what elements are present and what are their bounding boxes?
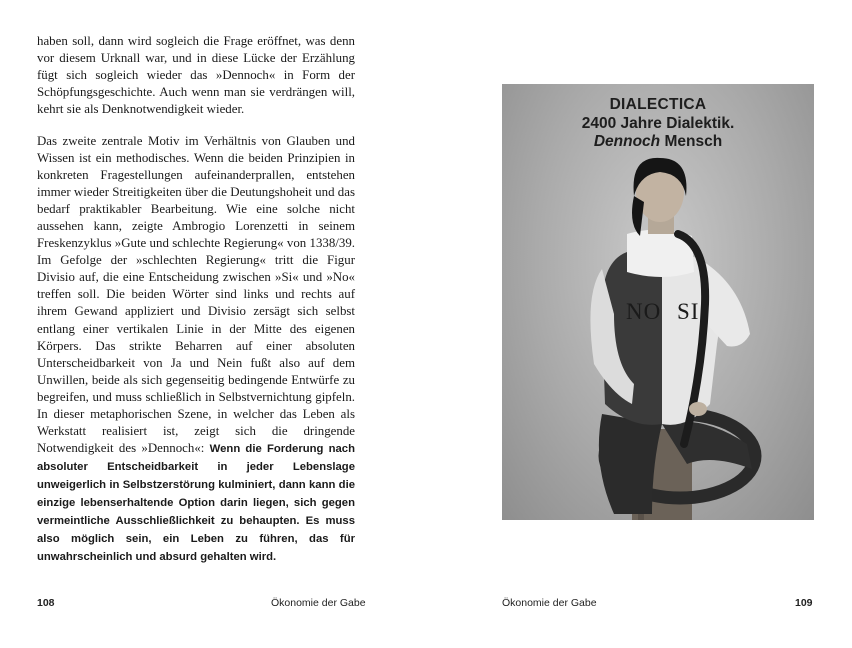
- caption-mensch: Mensch: [660, 133, 723, 150]
- running-title-right: Ökonomie der Gabe: [502, 597, 597, 609]
- paragraph-2-text: [37, 133, 355, 566]
- body-paragraph-2: [37, 133, 355, 566]
- paragraph-2-bold: Wenn die Forderung nach absoluter Entscheidbarkeit in jeder Lebenslage unweigerlich in Selbstzerstörung kulminiert, dann kann die einzige lebenserhaltende Option darin liegen, sich gegen vermeintliche Ausschließlichkeit zu behaupten. Es muss also möglich sein, ein Leben zu führen, das für unwahrscheinlich und absurd gehalten wird.: [37, 442, 355, 564]
- running-title-left: Ökonomie der Gabe: [271, 597, 366, 609]
- garment-word-no: NO: [626, 299, 662, 324]
- dialectica-photo: [502, 84, 814, 520]
- hair-side: [632, 196, 644, 236]
- garment-word-si: SI: [677, 299, 700, 324]
- page-number-right: 109: [795, 597, 813, 609]
- body-paragraph-1: [37, 33, 355, 118]
- page-number-left: 108: [37, 597, 55, 609]
- caption-title: DIALECTICA: [609, 96, 707, 113]
- paragraph-2-regular: Das zweite zentrale Motiv im Verhältnis von Glauben und Wissen ist ein methodisches. Wenn die beiden Prinzipien in konkreten Fragestellungen aufeinanderprallen, entstehen immer wieder Streitigkeiten über die Deutungshoheit und das bedarf praktikabler Bearbeitung. Wie eine solche nicht aussehen kann, zeigte Ambrogio Lorenzetti in seinem Freskenzyklus »Gute und schlechte Regierung« von 1338/39. Im Gefolge der »schlechten Regierung« tritt die Figur Divisio auf, die eine Entscheidung zwischen »Si« und »No« treffen soll. Die beiden Wörter sind links und rechts auf ihrem Gewand appliziert und Divisio zersägt sich selbst entlang einer vertikalen Linie in der Mitte des eigenen Körpers. Das strikte Beharren auf einer absoluten Unterscheidbarkeit von Ja und Nein fußt also auf dem Unwillen, beide als sich gegenseitig bedingende Entwürfe zu begreifen, und muss schließlich in Selbstvernichtung gipfeln. In dieser metaphorischen Szene, in welcher das Leben als Werkstatt realisiert ist, zeigt sich die dringende Notwendigkeit des »Dennoch«:: [37, 134, 355, 455]
- caption-dennoch: Dennoch: [593, 133, 661, 150]
- paragraph-1-text: haben soll, dann wird sogleich die Frage eröffnet, was denn vor diesem Urknall war, und in diese Lücke der Erzählung fügt sich sogleich wieder das »Dennoch« in Form der Schöpfungsgeschichte. Auch wenn man sie verdrängen will, kehrt sie als Denknotwendigkeit wieder.: [37, 34, 355, 117]
- caption-tagline: [502, 133, 814, 151]
- caption-subtitle: 2400 Jahre Dialektik.: [581, 115, 735, 132]
- hand: [689, 402, 707, 416]
